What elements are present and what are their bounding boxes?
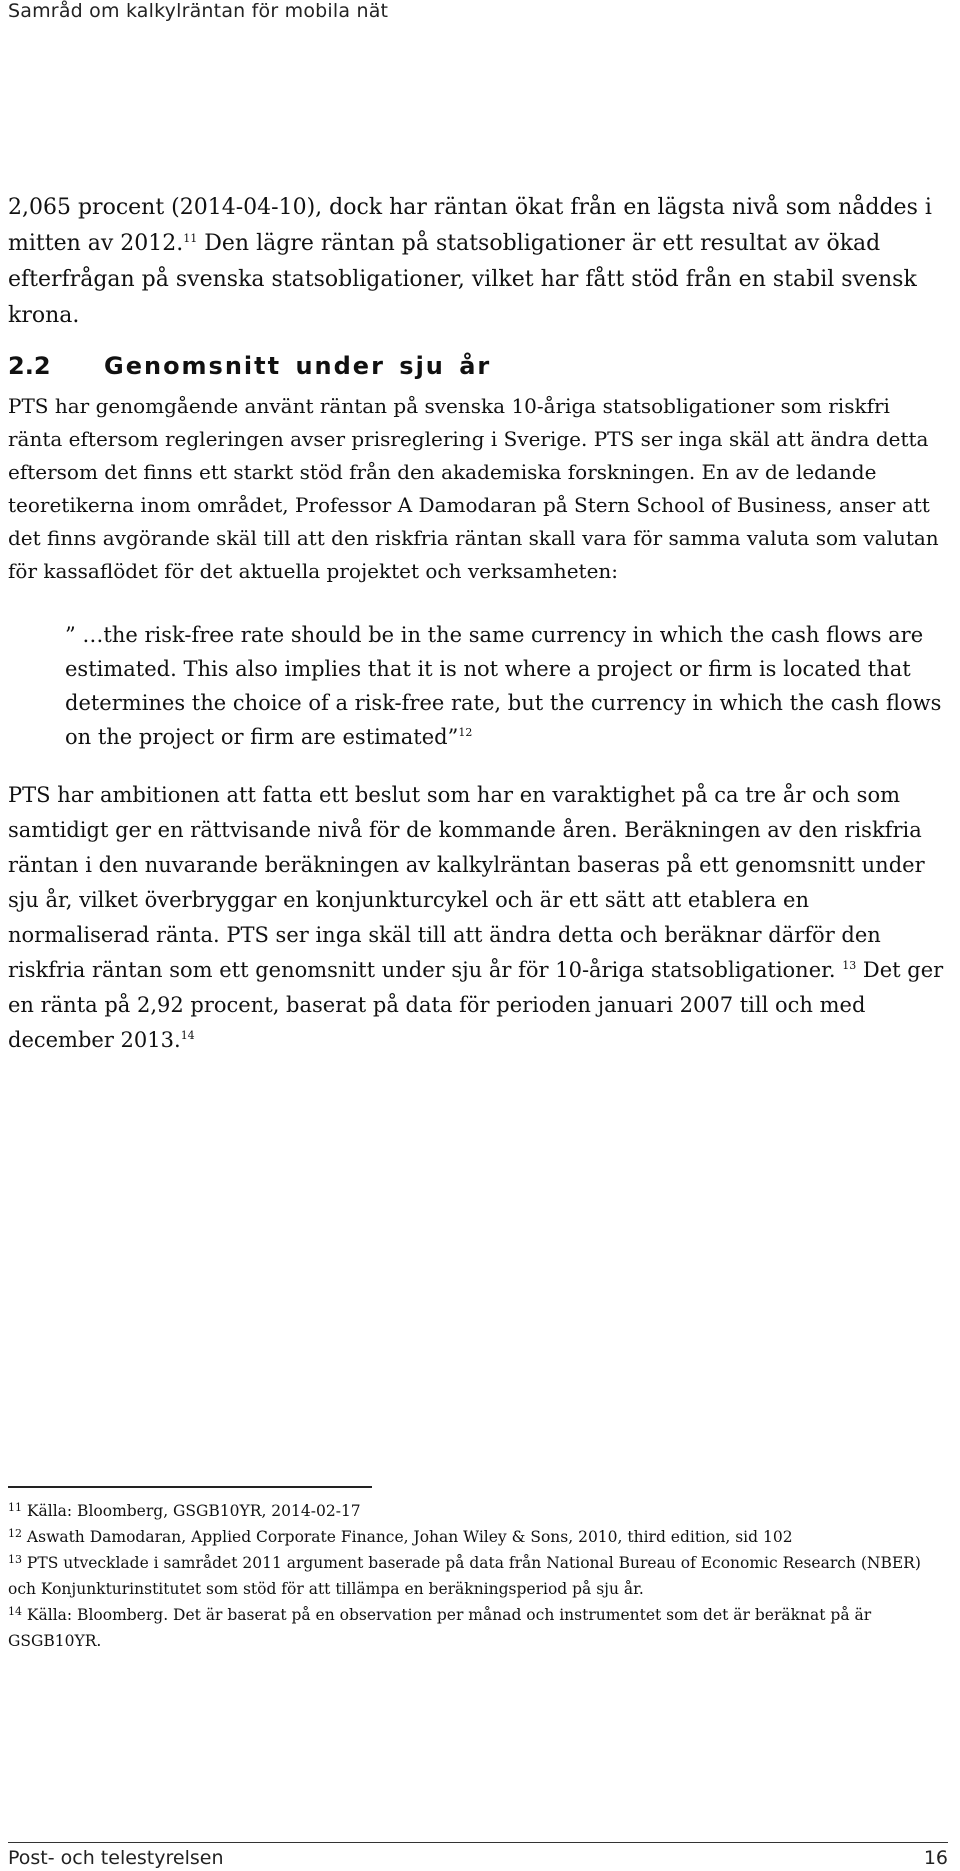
footnote-12 <box>8 1524 948 1550</box>
paragraph-intro <box>8 190 948 334</box>
footnote-number: 14 <box>8 1605 22 1618</box>
paragraph-average-text-1: PTS har ambitionen att fatta ett beslut som har en varaktighet på ca tre år och som samtidigt ger en rättvisande nivå för de kommande åren. Beräkningen av den riskfria räntan i den nuvarande beräkningen av kalkylräntan baseras på ett genomsnitt under sju år, vilket överbryggar en konjunkturcykel och är ett sätt att etablera en normaliserad ränta. PTS ser inga skäl till att ändra detta och beräknar därför den riskfria räntan som ett genomsnitt under sju år för 10-åriga statsobligationer. <box>8 783 925 982</box>
paragraph-intro-text-1: 2,065 procent (2014-04-10), dock har räntan ökat från en lägsta nivå som nåddes i mitten av 2012. <box>8 195 932 256</box>
footnote-11 <box>8 1498 948 1524</box>
footnote-divider <box>8 1486 372 1488</box>
page-number: 16 <box>923 1847 948 1869</box>
footnote-ref-14[interactable]: 14 <box>180 1029 195 1042</box>
quote-text: ” …the risk-free rate should be in the same currency in which the cash flows are estimated. This also implies that it is not where a project or firm is located that determines the choice of a risk-free rate, but the currency in which the cash flows on the project or firm are estimated” <box>65 623 942 749</box>
footnote-14 <box>8 1602 948 1654</box>
page-content <box>8 190 948 1058</box>
paragraph-damodaran: PTS har genomgående använt räntan på svenska 10-åriga statsobligationer som riskfri ränta eftersom regleringen avser prisreglering i Sverige. PTS ser inga skäl att ändra detta eftersom det finns ett starkt stöd från den akademiska forskningen. En av de ledande teoretikerna inom området, Professor A Damodaran på Stern School of Business, anser att det finns avgörande skäl till att den riskfria räntan skall vara för samma valuta som valutan för kassaflödet för det aktuella projektet och verksamheten: <box>8 394 939 583</box>
footnote-text: Aswath Damodaran, Applied Corporate Finance, Johan Wiley & Sons, 2010, third edition, sid 102 <box>22 1528 793 1546</box>
footnote-text: PTS utvecklade i samrådet 2011 argument baserade på data från National Bureau of Economic Research (NBER) och Konjunkturinstitutet som stöd för att tillämpa en beräkningsperiod på sju år. <box>8 1554 921 1598</box>
footnote-number: 11 <box>8 1501 22 1514</box>
footnotes <box>8 1498 948 1654</box>
footnote-text: Källa: Bloomberg. Det är baserat på en observation per månad och instrumentet som det är beräknat på är GSGB10YR. <box>8 1606 872 1650</box>
paragraph-average <box>8 778 948 1058</box>
footnote-13 <box>8 1550 948 1602</box>
footnote-number: 12 <box>8 1527 22 1540</box>
footnote-number: 13 <box>8 1553 22 1566</box>
running-header: Samråd om kalkylräntan för mobila nät <box>8 0 389 22</box>
block-quote <box>65 618 948 754</box>
section-heading <box>8 350 948 382</box>
footnote-ref-13[interactable]: 13 <box>842 959 857 972</box>
footnote-ref-12[interactable]: 12 <box>458 726 473 739</box>
section-number: 2.2 <box>8 352 51 380</box>
section-title: Genomsnitt under sju år <box>104 352 492 380</box>
footnote-text: Källa: Bloomberg, GSGB10YR, 2014-02-17 <box>22 1502 361 1520</box>
footer-divider <box>8 1842 948 1843</box>
paragraph-average-text-2: Det ger en ränta på 2,92 procent, baserat på data för perioden januari 2007 till och med december 2013. <box>8 958 944 1052</box>
footnote-ref-11[interactable]: 11 <box>183 232 198 245</box>
footer-organization: Post- och telestyrelsen <box>8 1847 224 1869</box>
paragraph-intro-text-2: Den lägre räntan på statsobligationer är ett resultat av ökad efterfrågan på svenska statsobligationer, vilket har fått stöd från en stabil svensk krona. <box>8 231 917 328</box>
